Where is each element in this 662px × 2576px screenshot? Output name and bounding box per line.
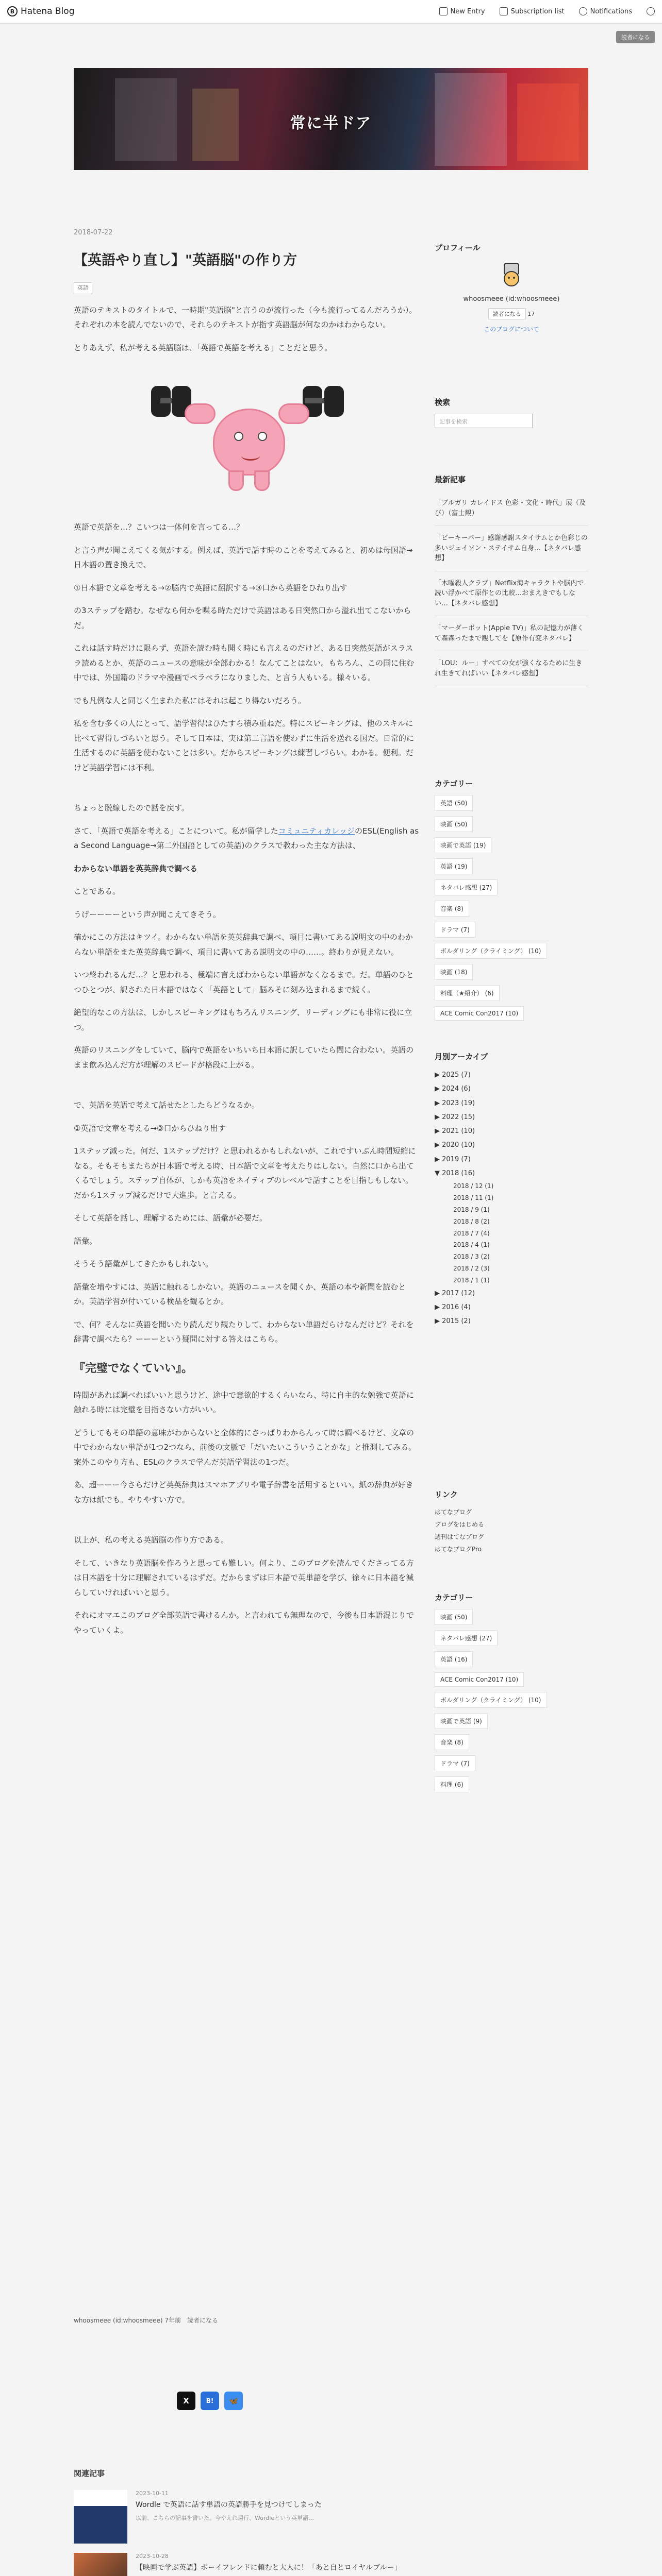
paragraph: と言う声が聞こえてくる気がする。例えば、英語で話す時のことを考えてみると、初めは母国語→日本語の置き換えで、 (74, 545, 413, 570)
archive-month-link[interactable]: 2018 / 11 (1) (453, 1194, 494, 1202)
avatar[interactable] (496, 259, 527, 290)
top-bar (0, 0, 662, 24)
sidebar-link[interactable]: ブログをはじめる (435, 1521, 485, 1528)
blog-banner[interactable] (74, 68, 588, 170)
paragraph: 時間があれば調べればいいと思うけど、途中で意欲的するくらいなら、特に自主的な勉強で英語に触れる時には完璧を目指さない方がいい。 (74, 1390, 415, 1415)
pencil-icon (439, 7, 448, 15)
paragraph: いつ終われるんだ…？と思われる、極端に言えばわからない単語がなくなるまで。だ。単語のひとつひとつが、訳された日本語ではなく「英語として」脳みそに刻み込まれるまで続く。 (74, 970, 414, 994)
related-thumbnail[interactable] (74, 2553, 127, 2576)
category-link[interactable]: 映画 (50) (435, 1609, 473, 1625)
subscribe-button[interactable]: 読者になる (616, 31, 655, 43)
muscle-brain-illustration (74, 367, 420, 512)
paragraph: さて、「英語で英語を考える」ことについて。私が留学したコミュニティカレッジのESL(English as a Second Language→第二外国語としての英語)のクラスで教わった主な方法は、 (74, 826, 419, 851)
paragraph: 以上が、私の考える英語脳の作り方である。 (74, 1535, 229, 1545)
category-link[interactable]: ネタバレ感想 (27) (435, 1630, 498, 1646)
paragraph: ちょっと脱線したので話を戻す。 (74, 803, 189, 813)
related-date: 2023-10-28 (136, 2553, 169, 2560)
category-link[interactable]: 英語 (19) (435, 858, 473, 874)
categories2-heading: カテゴリー (435, 1593, 473, 1602)
share-hatena-bookmark-button[interactable]: B! (201, 2392, 219, 2410)
categories-heading: カテゴリー (435, 779, 473, 788)
recent-entries-module (435, 474, 588, 686)
paragraph: そして英語を話し、理解するためには、語彙が必要だ。 (74, 1213, 268, 1223)
archive-heading: 月別アーカイブ (435, 1052, 488, 1061)
category-link[interactable]: 英語 (16) (435, 1651, 473, 1667)
related-date: 2023-10-11 (136, 2490, 169, 2497)
archive-year-toggle[interactable]: ▶ 2016 (4) (435, 1303, 471, 1311)
category-link[interactable]: 映画で英語 (19) (435, 837, 491, 853)
eye (258, 432, 267, 441)
paragraph: それにオマエこのブログ全部英語で書けるんか。と言われても無理なので、今後も日本語混じりでやっていくよ。 (74, 1611, 414, 1635)
category-link[interactable]: 英語 (50) (435, 795, 473, 811)
category-link[interactable]: ドラマ (7) (435, 922, 475, 938)
category-link[interactable]: 音楽 (8) (435, 901, 469, 917)
article (74, 227, 420, 1637)
paragraph: 英語のテキストのタイトルで、一時期"英語脳"と言うのが流行った（今も流行ってるんだろうか）。それぞれの本を読んでないので、それらのテキストが指す英語脳が何なのかはわからない。 (74, 305, 417, 330)
categories-module (435, 778, 588, 1026)
archive-month-link[interactable]: 2018 / 1 (1) (453, 1276, 490, 1284)
bell-icon (579, 7, 587, 15)
paragraph: うげーーーーという声が聞こえてきそう。 (74, 909, 221, 919)
list-icon (500, 7, 508, 15)
article-title[interactable]: 【英語やり直し】"英語脳"の作り方 (74, 252, 297, 268)
reader-count: 17 (527, 311, 535, 317)
recent-entry-link[interactable]: 「木曜殺人クラブ」Netflix海キャラクトや脳内で読い浮かべて原作との比較…おまえきでもしない…【ネタバレ感想】 (435, 571, 588, 617)
archive-month-link[interactable]: 2018 / 8 (2) (453, 1217, 490, 1225)
mouth (241, 451, 260, 461)
paragraph: 絶望的なこの方法は、しかしスピーキングはもちろんリスニング、リーディングにも非常に役に立つ。 (74, 1008, 412, 1032)
archive-year-toggle[interactable]: ▶ 2023 (19) (435, 1099, 475, 1107)
paragraph: でも凡例な人と同じく生まれた私にはそれは起こり得ないだろう。 (74, 696, 306, 705)
right-leg (254, 470, 270, 491)
archive-month-link[interactable]: 2018 / 12 (1) (453, 1182, 494, 1190)
paragraph: どうしてもその単語の意味がわからないと全体的にさっぱりわからんって時は調べるけど、文章の中でわからない単語が1つ2つなら、前後の文脈で「だいたいこういうことかな」と推測してみる。案外このやり方も、ESLのクラスで学んだ英語学習法の1つだ。 (74, 1428, 417, 1467)
category-link[interactable]: ボルダリング（クライミング） (10) (435, 1692, 547, 1708)
archive-year-toggle[interactable]: ▼ 2018 (16) (435, 1170, 475, 1178)
paragraph: 私を含む多くの人にとって、語学習得はひたすら積み重ねだ。特にスピーキングは、他のスキルに比べて習得しづらいと思う。そして日本は、実は第二言語を使わずに生活を送れる国だ。日常的に生活するのに英語を使わないことは多い。だからスピーキングは練習しづらい。わかる。便利。だけど英語学習には不利。 (74, 719, 415, 772)
paragraph: これは話す時だけに限らず、英語を読む時も聞く時にも言えるのだけど、ある日突然英語がスラスラ読めるとか、英語のニュースの意味が全部わかる！なんてことはない。もちろん、この国に住む中では、外国籍のドラマや漫画でペラペラになりました、と言う人もいる。様々いる。 (74, 643, 415, 683)
archive-year-toggle[interactable]: ▶ 2022 (15) (435, 1113, 475, 1121)
category-link[interactable]: 映画で英語 (9) (435, 1713, 488, 1729)
paragraph: 英語で英語を…？こいつは一体何を言ってる…？ (74, 522, 244, 532)
brain-character (213, 409, 285, 476)
recent-entry-link[interactable]: 「LOU：ルー」すべての女が強くなるために生きれ生きてればいい【ネタバレ感想】 (435, 651, 588, 686)
article-date[interactable]: 2018-07-22 (74, 229, 113, 236)
about-blog-link[interactable]: このブログについて (484, 326, 539, 333)
blog-title[interactable]: 常に半ドア (290, 114, 372, 132)
share-bluesky-button[interactable]: 🦋 (224, 2392, 243, 2410)
paragraph: あ、超ーーー今さらだけど英英辞典はスマホアプリや電子辞書を活用するといい。紙の辞典が好きな方は紙でも。やりやすい方で。 (74, 1480, 413, 1504)
categories-module-2 (435, 1592, 588, 1798)
new-entry-label: New Entry (450, 7, 485, 15)
top-nav (439, 7, 655, 15)
paragraph-emphasis: わからない単語を英英辞典で調べる (74, 863, 198, 873)
recent-entry-link[interactable]: 「マーダーボット(Apple TV)」私の記憶力が薄くて森森ったまで観してを【原作有変ネタバレ】 (435, 616, 588, 651)
user-menu[interactable] (647, 7, 655, 15)
paragraph: 確かにこの方法はキツイ。わからない単語を英英辞典で調べ、項目に書いてある説明文の中のわからない単語をまた英英辞典で調べ、項目に書いてある説明文の中の……。終わりが見えない。 (74, 933, 413, 957)
archive-month-link[interactable]: 2018 / 4 (1) (453, 1241, 490, 1249)
category-link[interactable]: 音楽 (8) (435, 1734, 469, 1750)
related-thumbnail[interactable] (74, 2490, 127, 2544)
category-link[interactable]: 料理 (6) (435, 1776, 469, 1792)
archive-year-toggle[interactable]: ▶ 2015 (2) (435, 1317, 471, 1326)
sidebar-link[interactable]: はてなブログ (435, 1509, 472, 1516)
related-item[interactable] (74, 2490, 420, 2541)
related-excerpt: 以前、こちらの記事を書いた。今やえれ週行、Wordleという英単語… (136, 2515, 315, 2521)
left-arm (185, 403, 216, 424)
archive-module (435, 1051, 588, 1328)
archive-month-link[interactable]: 2018 / 2 (3) (453, 1264, 490, 1272)
archive-year-toggle[interactable]: ▶ 2021 (10) (435, 1127, 475, 1136)
archive-year-toggle[interactable]: ▶ 2025 (7) (435, 1071, 471, 1079)
paragraph: そうそう語彙がしてきたかもしれない。 (74, 1259, 213, 1269)
search-input[interactable]: 記事を検索 (435, 414, 533, 428)
paragraph: とりあえず、私が考える英語脳は、「英語で英語を考える」ことだと思う。 (74, 343, 333, 352)
related-title[interactable]: Wordle で英語に話す単語の英語勝手を見つけてしまった (136, 2501, 322, 2509)
notifications-link[interactable] (579, 7, 632, 15)
related-item[interactable] (74, 2553, 420, 2576)
new-entry-link[interactable] (439, 7, 485, 15)
recent-heading: 最新記事 (435, 475, 466, 484)
profile-name[interactable]: whoosmeee (id:whoosmeee) (463, 295, 560, 303)
category-link[interactable]: ドラマ (7) (435, 1755, 475, 1771)
paragraph: 語彙を増やすには、英語に触れるしかない。英語のニュースを聞くか、英語の本や新聞を読むとか。英語学習が付いている検品を観るとか。 (74, 1282, 406, 1307)
reader-row (435, 308, 588, 319)
share-x-button[interactable]: X (177, 2392, 195, 2410)
logo-text: Hatena Blog (21, 6, 75, 16)
eye (234, 432, 243, 441)
article-author-line[interactable]: whoosmeee (id:whoosmeee) 7年前 読者になる (74, 2317, 219, 2324)
share-buttons (177, 2392, 243, 2410)
category-link[interactable]: ネタバレ感想 (27) (435, 879, 498, 895)
archive-month-link[interactable]: 2018 / 3 (2) (453, 1253, 490, 1261)
related-title[interactable]: 【映画で学ぶ英語】ボーイフレンドに頼むと大人に！「あと自とロイヤルブルー」 (136, 2564, 402, 2572)
sidebar-link[interactable]: 週刊はてなブログ (435, 1533, 485, 1540)
category-link[interactable]: 映画 (18) (435, 964, 473, 980)
paragraph: で、英語を英語で考えて話せたとしたらどうなるか。 (74, 1100, 259, 1110)
category-link[interactable]: 映画 (50) (435, 816, 473, 832)
archive-month-link[interactable]: 2018 / 7 (4) (453, 1229, 490, 1237)
community-college-link[interactable]: コミュニティカレッジ (278, 826, 355, 836)
archive-year-toggle[interactable]: ▶ 2017 (12) (435, 1289, 475, 1297)
right-arm (278, 403, 309, 424)
profile-module (435, 242, 588, 333)
category-link[interactable]: ボルダリング（クライミング） (10) (435, 943, 547, 959)
subscribe-reader-button[interactable]: 読者になる (488, 308, 526, 319)
subscription-list-link[interactable] (500, 7, 565, 15)
hatena-blog-logo[interactable] (7, 6, 75, 16)
recent-entry-link[interactable]: 「ブルガリ カレイドス 色彩・文化・時代」展（及び）（富士観） (435, 491, 588, 526)
category-link[interactable]: ACE Comic Con2017 (10) (435, 1672, 524, 1687)
sidebar-link[interactable]: はてなブログPro (435, 1546, 482, 1553)
search-module (435, 397, 588, 428)
hatena-logo-icon: B (7, 6, 18, 16)
paragraph: 1ステップ減った。何だ、1ステップだけ？と思われるかもしれないが、これですいぶん時間短縮になる。そもそもまたちが日本語で考える時、日本語で文章を考えたりはしない。自然に口から出てくるでしょう。ステップ自体が、しかも英語をネイティブのレベルで話すことを目指しもしない。だから1ステップ減るだけで大進歩。と言える。 (74, 1146, 416, 1200)
paragraph: ①英語で文章を考える→③口からひねり出す (74, 1123, 226, 1133)
paragraph: そして、いきなり英語脳を作ろうと思っても難しい。何より、このブログを読んでくださってる方は日本語を十分に理解されているはずだ。だからまずは日本語で英単語を学び、徐々に日本語を減らしていければいいと思う。 (74, 1558, 414, 1597)
links-module (435, 1489, 588, 1555)
related-heading: 関連記事 (74, 2469, 105, 2478)
search-heading: 検索 (435, 398, 451, 407)
archive-year-toggle[interactable]: ▶ 2024 (6) (435, 1085, 471, 1093)
user-icon (647, 7, 655, 15)
article-category-tag[interactable]: 英語 (74, 282, 92, 294)
profile-heading: プロフィール (435, 243, 481, 252)
links-heading: リンク (435, 1490, 458, 1499)
subscription-list-label: Subscription list (510, 7, 565, 15)
archive-month-link[interactable]: 2018 / 9 (1) (453, 1206, 490, 1213)
paragraph: 語彙。 (74, 1236, 97, 1246)
paragraph: 英語のリスニングをしていて、脳内で英語をいちいち日本語に訳していたら間に合わない。英語のまま飲み込んだ方が理解のスピードが格段に上がる。 (74, 1045, 414, 1070)
avatar-illustration-icon (496, 259, 527, 290)
emphasis-quote: 『完璧でなくていい』。 (74, 1362, 193, 1375)
left-leg (228, 470, 244, 491)
recent-entry-link[interactable]: 「ビーキーパー」感謝感謝スタイサムとか色彩じの多いジェイソン・ステイサム自身…【ネタバレ感想】 (435, 526, 588, 571)
archive-year-toggle[interactable]: ▶ 2020 (10) (435, 1141, 475, 1149)
dumbbell-icon (324, 386, 344, 417)
related-articles (74, 2468, 420, 2576)
paragraph: ①日本語で文章を考える→②脳内で英語に翻訳する→③口から英語をひねり出す (74, 583, 347, 592)
category-link[interactable]: 料理（★紹介） (6) (435, 985, 500, 1001)
notifications-label: Notifications (590, 7, 632, 15)
archive-year-toggle[interactable]: ▶ 2019 (7) (435, 1155, 471, 1163)
paragraph: で、何？そんなに英語を聞いたり読んだり観たりして、わからない単語だらけなんだけど？それを辞書で調べたら？ーーーという疑問に対する答えはこちら。 (74, 1319, 414, 1344)
paragraph: の3ステップを踏む。なぜなら何かを喋る時ただけで英語はある日突然口から溢れ出てこないからだ。 (74, 606, 411, 630)
paragraph: ことである。 (74, 887, 121, 896)
category-link[interactable]: ACE Comic Con2017 (10) (435, 1006, 524, 1021)
